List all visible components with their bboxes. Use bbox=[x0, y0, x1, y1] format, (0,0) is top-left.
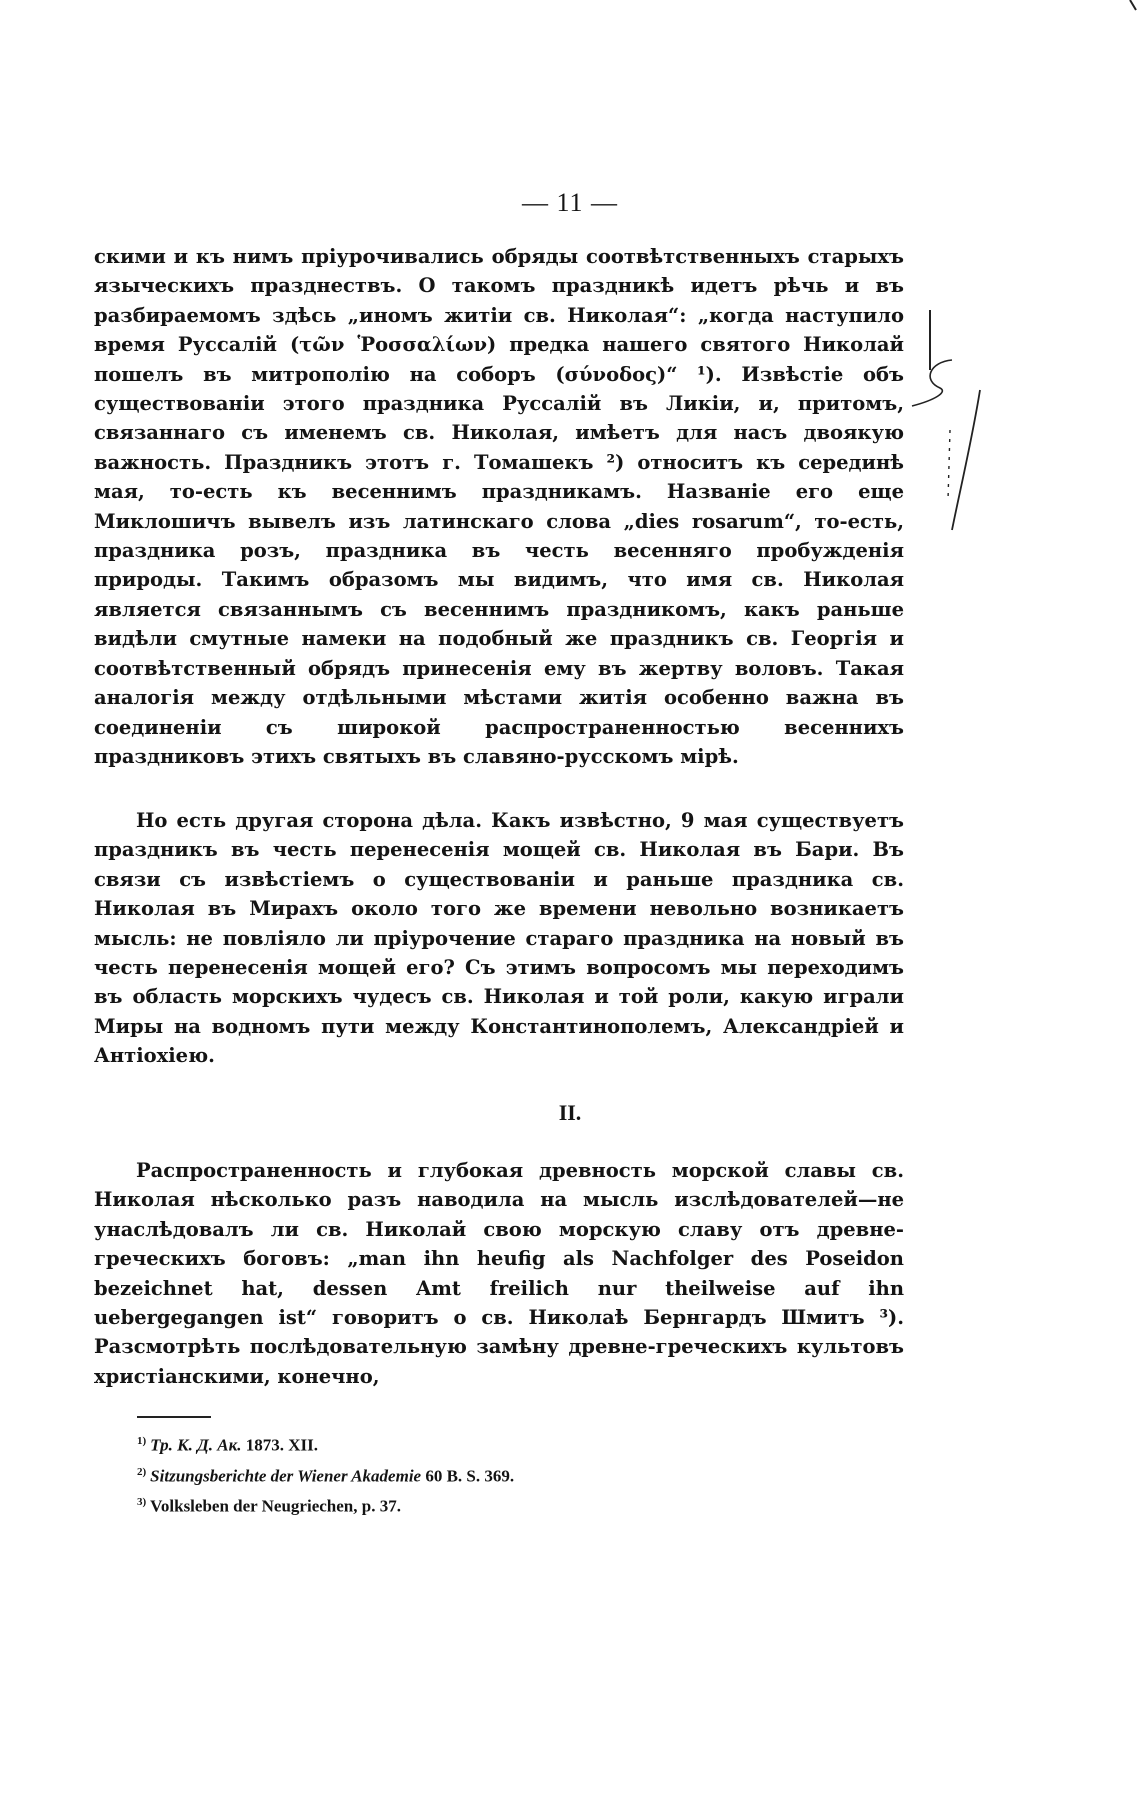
corner-mark-icon bbox=[1122, 0, 1140, 14]
footnote-mark: 3) bbox=[137, 1496, 147, 1509]
page-number: — 11 — bbox=[521, 188, 619, 217]
footnote-source: Sitzungsberichte der Wiener Akademie bbox=[150, 1466, 422, 1486]
section-heading: II. bbox=[558, 1100, 582, 1125]
footnote-mark: 2) bbox=[137, 1465, 147, 1478]
footnote-text: 60 B. S. 369. bbox=[421, 1466, 515, 1486]
footnote-2 bbox=[137, 1459, 837, 1490]
paragraph-3: Распространенность и глубокая древность морской славы св. Николая нѣсколько разъ наводила на мысль изслѣдователей—не унаслѣдовалъ ли св. Николай свою морскую славу отъ древне-греческихъ боговъ: „man ihn heufig als Nachfolger des Poseidon bezeichnet hat, dessen Amt freilich nur theilweise auf ihn uebergegangen ist“ говоритъ о св. Николаѣ Бернгардъ Шмитъ ³). Разсмотрѣть послѣдовательную замѣну древне-греческихъ культовъ христiанскими, конечно, bbox=[94, 1159, 904, 1388]
footnote-text: 1873. XII. bbox=[241, 1435, 318, 1455]
footnote-3 bbox=[137, 1489, 837, 1520]
footnote-source: Тр. К. Д. Ак. bbox=[150, 1435, 242, 1455]
footnote-mark: 1) bbox=[137, 1435, 147, 1447]
handwritten-margin-mark-icon bbox=[900, 300, 990, 540]
footnote-1 bbox=[137, 1428, 837, 1459]
paragraph-2: Но есть другая сторона дѣла. Какъ извѣстно, 9 мая существуетъ праздникъ въ честь перенесенiя мощей св. Николая въ Бари. Въ связи съ извѣстiемъ о существованiи и раньше праздника св. Николая въ Мирахъ около того же времени невольно возникаетъ мысль: не повлiяло ли прiурочение стараго праздника на новый въ честь перенесенiя мощей его? Съ этимъ вопросомъ мы переходимъ въ область морскихъ чудесъ св. Николая и той роли, какую играли Миры на водномъ пути между Константинополемъ, Александрiей и Антiохiею. bbox=[94, 809, 904, 1068]
footnotes bbox=[137, 1428, 837, 1520]
paragraph-1: скими и къ нимъ прiурочивались обряды соотвѣтственныхъ старыхъ языческихъ празднествъ. О такомъ праздникѣ идетъ рѣчь и въ разбираемомъ здѣсь „иномъ житiи св. Николая“: „когда наступило время Руссалiй (τῶν Ῥοσσαλίων) предка нашего святого Николай пошелъ въ митрополiю на соборъ (σύνοδος)“ ¹). Извѣстie объ существованiи этого праздника Руссалiй въ Ликiи, и, притомъ, связаннаго съ именемъ св. Николая, имѣетъ для насъ двоякую важность. Праздникъ этотъ г. Томашекъ ²) относитъ къ серединѣ мая, то-есть къ весеннимъ праздникамъ. Названie его еще Миклошичъ вывелъ изъ латинскаго слова „dies rosarum“, то-есть, праздника розъ, праздника въ честь весенняго пробужденiя природы. Такимъ образомъ мы видимъ, что имя св. Николая является связаннымъ съ весеннимъ праздникомъ, какъ раньше видѣли смутные намеки на подобный же праздникъ св. Георгiя и соотвѣтственный обрядъ принесенiя ему въ жертву воловъ. Такая аналогiя между отдѣльными мѣстами житiя особенно важна въ соединенiи съ широкой распространенностью весеннихъ праздниковъ этихъ святыхъ въ славяно-русскомъ мiрѣ. bbox=[94, 245, 904, 768]
footnote-divider bbox=[137, 1416, 211, 1418]
footnote-text: Volksleben der Neugriechen, p. 37. bbox=[150, 1496, 401, 1516]
